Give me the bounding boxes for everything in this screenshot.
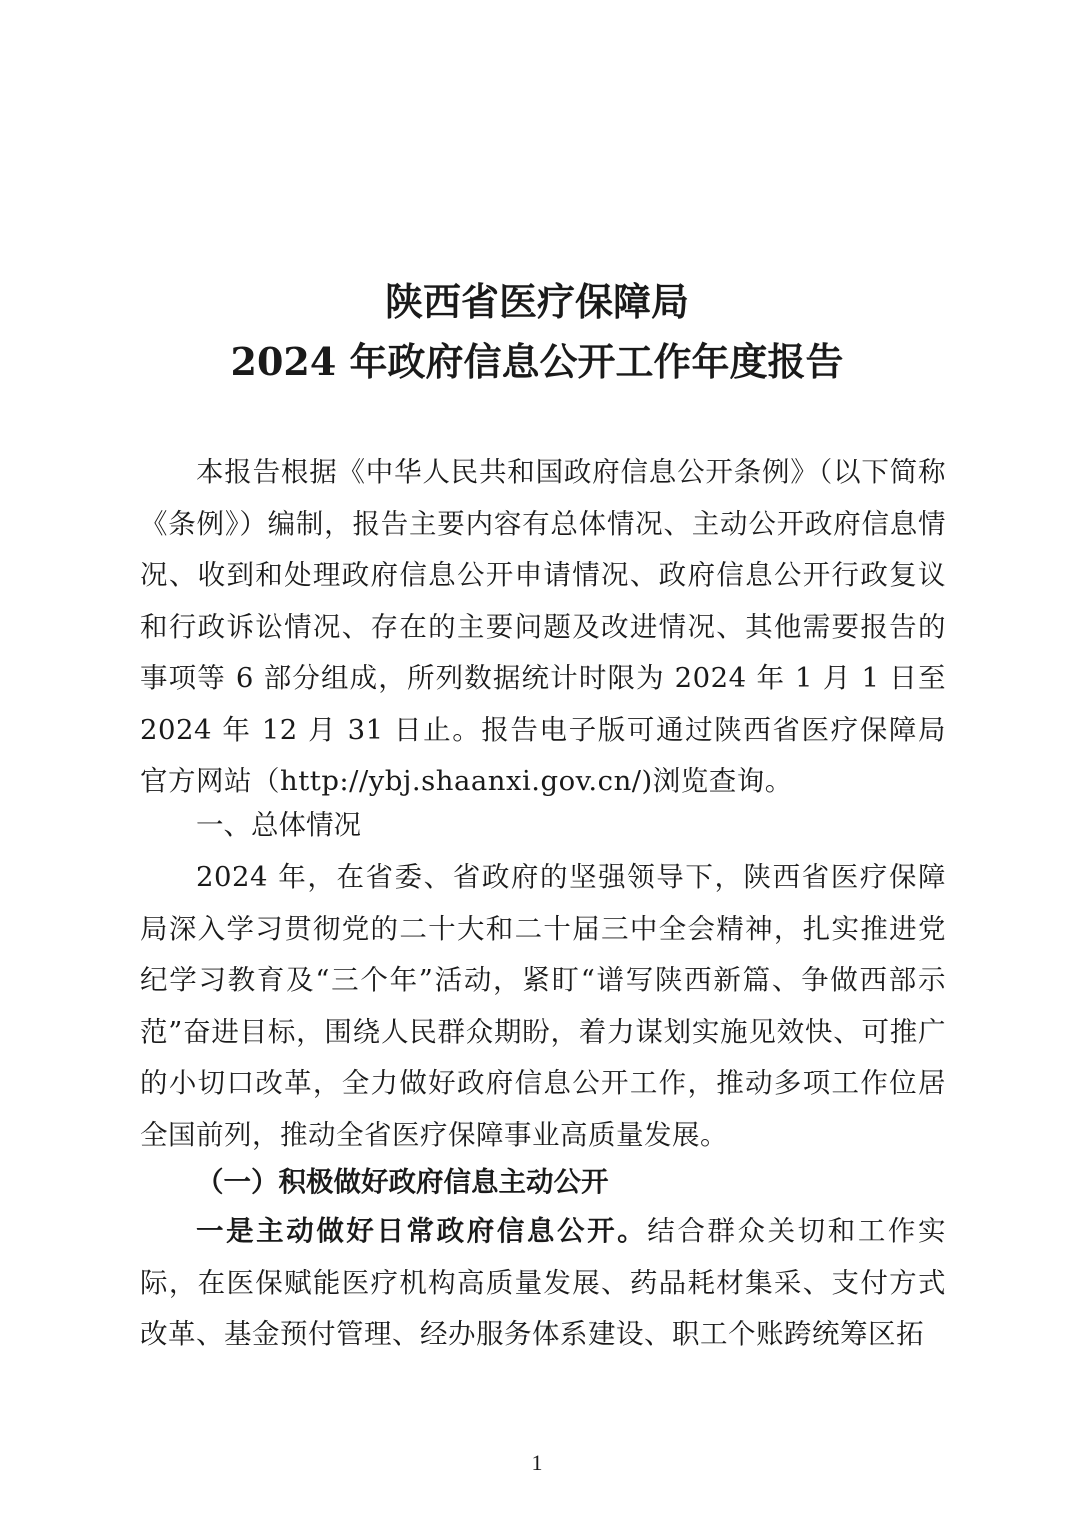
subsection1-heading: （一）积极做好政府信息主动公开 [196, 1166, 609, 1198]
document-title-line1: 陕西省医疗保障局 [384, 279, 689, 324]
subsection1-lead: 一是主动做好日常政府信息公开。 [196, 1215, 648, 1247]
subsection1-paragraph [140, 1206, 946, 1361]
subsection1-text: 结合群众关切和工作实际，在医保赋能医疗机构高质量发展、药品耗材集采、支付方式改革、基金预付管理、经办服务体系建设、职工个账跨统筹区拓 [140, 1215, 946, 1350]
section1-paragraph: 2024 年，在省委、省政府的坚强领导下，陕西省医疗保障局深入学习贯彻党的二十大和二十届三中全会精神，扎实推进党纪学习教育及“三个年”活动，紧盯“谱写陕西新篇、争做西部示范”奋进目标，围绕人民群众期盼，着力谋划实施见效快、可推广的小切口改革，全力做好政府信息公开工作，推动多项工作位居全国前列，推动全省医疗保障事业高质量发展。 [140, 861, 946, 1151]
page-number: 1 [531, 1450, 543, 1475]
section1-heading: 一、总体情况 [196, 809, 361, 841]
intro-paragraph: 本报告根据《中华人民共和国政府信息公开条例》（以下简称《条例》）编制，报告主要内容有总体情况、主动公开政府信息情况、收到和处理政府信息公开申请情况、政府信息公开行政复议和行政诉讼情况、存在的主要问题及改进情况、其他需要报告的事项等 6 部分组成，所列数据统计时限为 2024 年 1 月 1 日至 2024 年 12 月 31 日止。报告电子版可通过陕西省医疗保障局官方网站（http://ybj.shaanxi.gov.cn/)浏览查询。 [140, 456, 946, 797]
document-title-line2: 2024 年政府信息公开工作年度报告 [230, 339, 844, 384]
